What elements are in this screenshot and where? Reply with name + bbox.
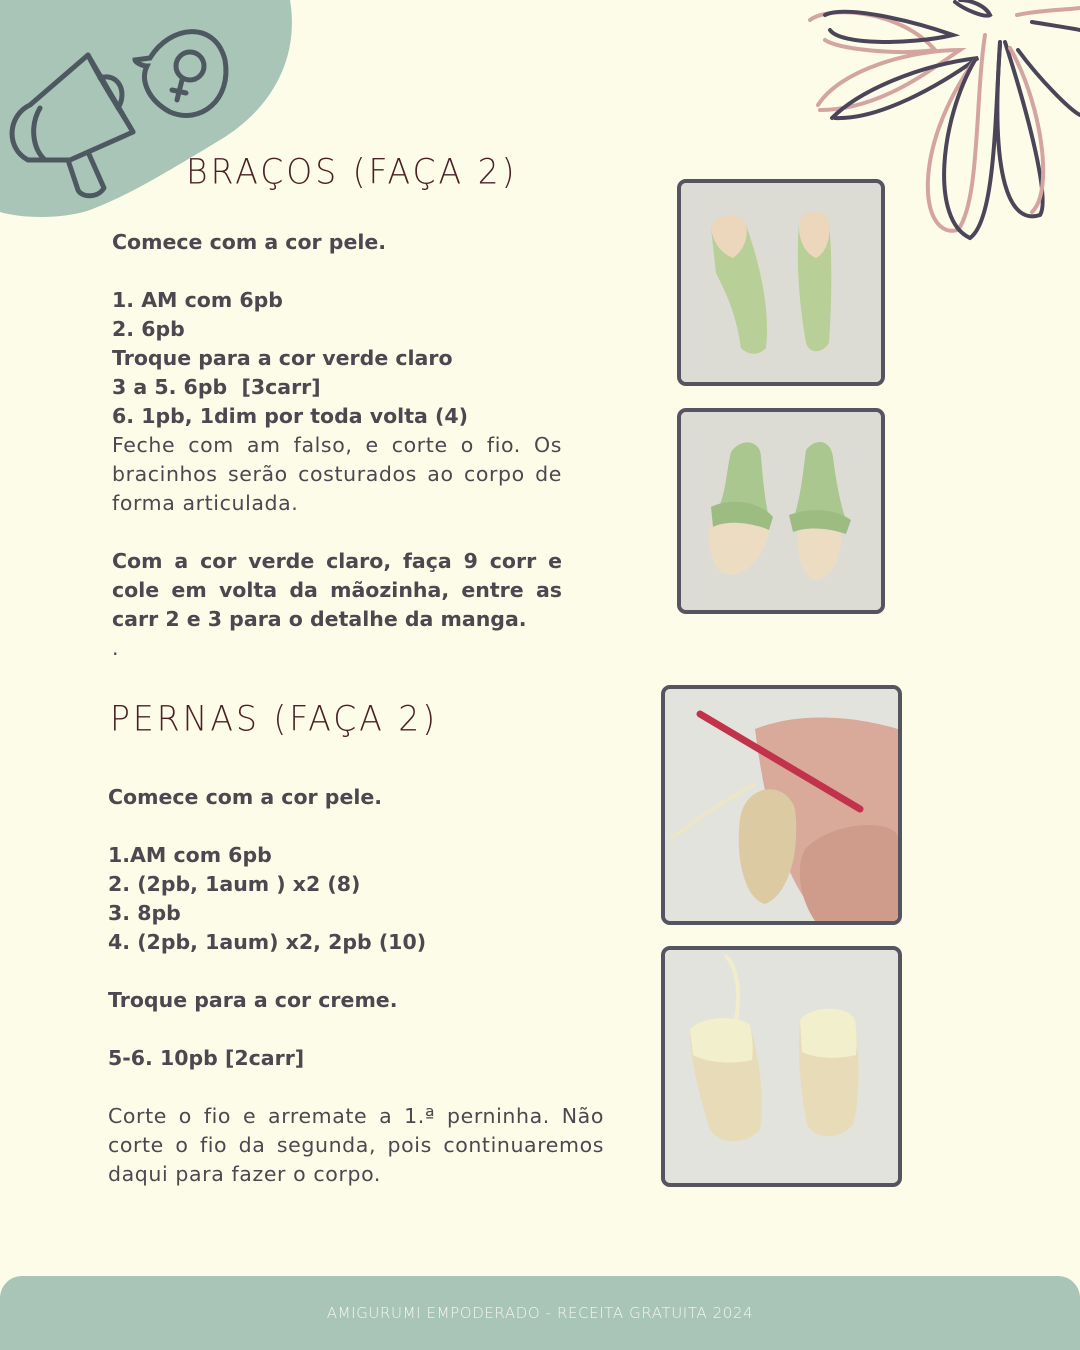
pernas-step: 4. (2pb, 1aum) x2, 2pb (10): [108, 930, 427, 954]
bracos-step: 3 a 5. 6pb [3carr]: [112, 375, 321, 399]
photo-legs-done: [661, 946, 902, 1187]
bracos-step: Troque para a cor verde claro: [112, 346, 453, 370]
pernas-color-change: Troque para a cor creme.: [108, 988, 398, 1012]
pernas-intro: Comece com a cor pele.: [108, 785, 383, 809]
photo-arms-sleeve: [677, 408, 885, 614]
bracos-step: 1. AM com 6pb: [112, 288, 283, 312]
pernas-step: 3. 8pb: [108, 901, 181, 925]
section-title-bracos: BRAÇOS (FAÇA 2): [186, 151, 518, 192]
crochet-leg-hook-image: [665, 689, 898, 921]
footer-bar: [0, 1276, 1080, 1350]
bracos-step: 6. 1pb, 1dim por toda volta (4): [112, 404, 468, 428]
pernas-rows: 5-6. 10pb [2carr]: [108, 1046, 305, 1070]
bracos-instructions: [112, 228, 562, 663]
bracos-dot: .: [112, 636, 120, 660]
bracos-step: 2. 6pb: [112, 317, 185, 341]
footer-text: AMIGURUMI EMPODERADO - RECEITA GRATUITA 2024: [326, 1304, 754, 1322]
pernas-step: 1.AM com 6pb: [108, 843, 272, 867]
crochet-arms-sleeve-image: [681, 412, 881, 610]
section-title-pernas: PERNAS (FAÇA 2): [110, 698, 439, 739]
bracos-intro: Comece com a cor pele.: [112, 230, 387, 254]
pernas-note: Corte o fio e arremate a 1.ª perninha. Não corte o fio da segunda, pois continuaremos daqui para fazer o corpo.: [108, 1104, 604, 1186]
photo-arms-front: [677, 179, 885, 386]
pernas-step: 2. (2pb, 1aum ) x2 (8): [108, 872, 361, 896]
pernas-instructions: [108, 783, 604, 1189]
bracos-note: Feche com am falso, e corte o fio. Os bracinhos serão costurados ao corpo de forma articulada.: [112, 433, 562, 515]
crochet-legs-finished-image: [665, 950, 898, 1183]
photo-leg-hook: [661, 685, 902, 925]
crochet-arms-image: [681, 183, 881, 382]
bracos-sleeve-note: Com a cor verde claro, faça 9 corr e cole em volta da mãozinha, entre as carr 2 e 3 para o detalhe da manga.: [112, 549, 562, 631]
